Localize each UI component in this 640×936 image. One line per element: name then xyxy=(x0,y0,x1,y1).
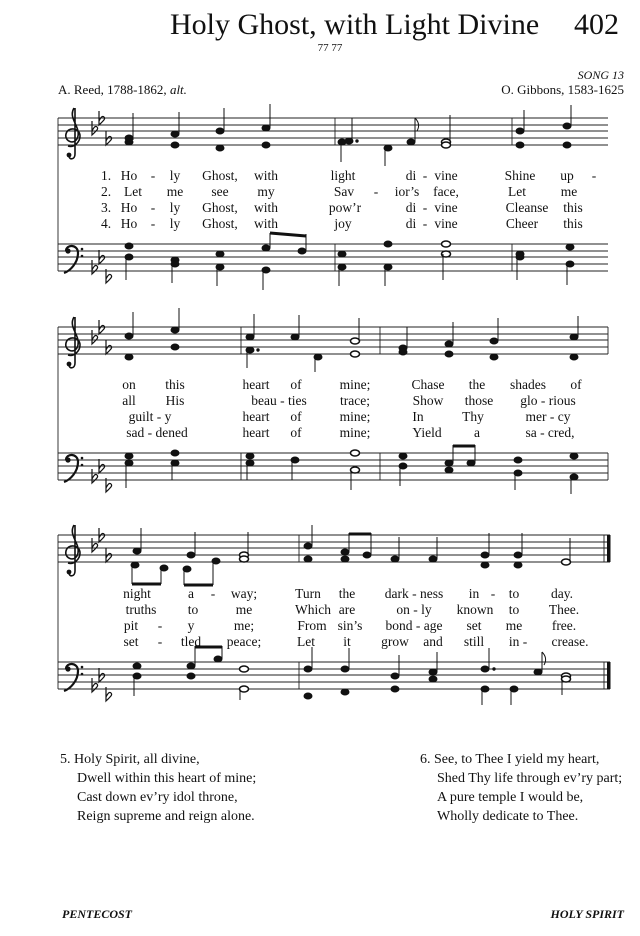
meter: 77 77 xyxy=(317,42,343,54)
syllable: pow’r xyxy=(328,200,362,215)
hyphen: - xyxy=(150,216,156,231)
syllable: peace; xyxy=(226,634,262,649)
syllable: Ghost, xyxy=(202,216,238,231)
hyphen: - xyxy=(422,216,428,231)
syllable: it xyxy=(343,634,351,649)
syllable: In xyxy=(412,409,424,424)
syllable: set xyxy=(466,618,482,633)
syllable: to xyxy=(187,602,199,617)
author-name: A. Reed, 1788-1862, xyxy=(58,82,167,97)
syllable: shades xyxy=(510,377,546,392)
hyphen: - xyxy=(210,586,216,601)
stanza-5 xyxy=(60,750,256,826)
syllable: of xyxy=(290,377,302,392)
syllable: night xyxy=(123,586,151,601)
syllable: sad - dened xyxy=(126,425,188,440)
author-note: alt. xyxy=(169,82,187,97)
syllable: on - ly xyxy=(396,602,432,617)
syllable: glo - rious xyxy=(520,393,576,408)
syllable: From xyxy=(297,618,327,633)
syllable: the xyxy=(338,586,356,601)
syllable: crease. xyxy=(551,634,589,649)
syllable: Shine xyxy=(504,168,536,183)
syllable: His xyxy=(165,393,185,408)
stanza-6 xyxy=(420,750,622,826)
syllable: heart xyxy=(242,409,270,424)
syllable: dark - ness xyxy=(384,586,444,601)
syllable: way; xyxy=(230,586,258,601)
syllable: heart xyxy=(242,425,270,440)
syllable: still xyxy=(463,634,485,649)
syllable: me xyxy=(505,618,523,633)
syllable: mer - cy xyxy=(525,409,571,424)
verse-number: 1. xyxy=(100,168,112,183)
stanza-number: 5. xyxy=(60,752,71,767)
composer-credit: O. Gibbons, 1583-1625 xyxy=(501,82,624,97)
syllable: y xyxy=(187,618,195,633)
syllable: beau - ties xyxy=(251,393,307,408)
syllable: pit xyxy=(123,618,139,633)
lyrics-system-3 xyxy=(0,586,640,666)
stanza-line: Reign supreme and reign alone. xyxy=(77,809,255,824)
syllable: this xyxy=(563,200,583,215)
syllable: to xyxy=(508,586,520,601)
syllable: me xyxy=(560,184,578,199)
syllable: with xyxy=(253,200,279,215)
stanza-line: Dwell within this heart of mine; xyxy=(77,771,257,786)
stanza-line: Cast down ev’ry idol throne, xyxy=(77,790,238,805)
syllable: ior’s xyxy=(394,184,420,199)
syllable: heart xyxy=(242,377,270,392)
syllable: in - xyxy=(508,634,528,649)
syllable: mine; xyxy=(339,409,371,424)
syllable: the xyxy=(468,377,486,392)
syllable: all xyxy=(122,393,136,408)
stanza-line: Wholly dedicate to Thee. xyxy=(437,809,579,824)
syllable: those xyxy=(464,393,494,408)
syllable: and xyxy=(423,634,443,649)
syllable: mine; xyxy=(339,425,371,440)
syllable: see xyxy=(211,184,229,199)
syllable: Ghost, xyxy=(202,168,238,183)
syllable: Yield xyxy=(412,425,442,440)
syllable: sin’s xyxy=(337,618,363,633)
hyphen: - xyxy=(373,184,379,199)
hyphen: - xyxy=(422,168,428,183)
stanza-line: See, to Thee I yield my heart, xyxy=(434,752,600,767)
syllable: vine xyxy=(434,216,458,231)
lyrics-system-1 xyxy=(0,168,640,248)
syllable: Let xyxy=(297,634,315,649)
footer-topic: HOLY SPIRIT xyxy=(550,907,624,921)
hyphen: - xyxy=(490,586,496,601)
syllable: light xyxy=(330,168,356,183)
syllable: a xyxy=(474,425,480,440)
syllable: Ho xyxy=(120,216,138,231)
syllable: grow xyxy=(381,634,409,649)
syllable: vine xyxy=(434,200,458,215)
syllable: day. xyxy=(551,586,573,601)
syllable: Which xyxy=(295,602,331,617)
stanza-line: A pure temple I would be, xyxy=(437,790,584,805)
syllable: Let xyxy=(508,184,526,199)
syllable: Let xyxy=(124,184,142,199)
syllable: guilt - y xyxy=(128,409,172,424)
syllable: di xyxy=(405,200,417,215)
footer-season: PENTECOST xyxy=(62,907,133,921)
hyphen: - xyxy=(422,200,428,215)
syllable: to xyxy=(508,602,520,617)
syllable: ly xyxy=(169,168,181,183)
syllable: Turn xyxy=(295,586,321,601)
syllable: tled xyxy=(180,634,202,649)
syllable: mine; xyxy=(339,377,371,392)
syllable: bond - age xyxy=(385,618,443,633)
syllable: Show xyxy=(412,393,444,408)
lyrics-system-2 xyxy=(0,377,640,457)
syllable: a xyxy=(188,586,194,601)
syllable: known xyxy=(456,602,494,617)
verse-number: 3. xyxy=(100,200,112,215)
syllable: Cleanse xyxy=(505,200,549,215)
syllable: sa - cred, xyxy=(525,425,575,440)
syllable: Ho xyxy=(120,200,138,215)
hymn-number: 402 xyxy=(574,8,619,41)
syllable: joy xyxy=(334,216,352,231)
syllable: Sav xyxy=(333,184,355,199)
syllable: me xyxy=(235,602,253,617)
syllable: Chase xyxy=(411,377,445,392)
syllable: on xyxy=(122,377,136,392)
hymn-title: Holy Ghost, with Light Divine xyxy=(170,8,540,41)
syllable: truths xyxy=(125,602,157,617)
syllable: Ho xyxy=(120,168,138,183)
syllable: di xyxy=(405,216,417,231)
syllable: trace; xyxy=(340,393,370,408)
syllable: me; xyxy=(233,618,255,633)
hyphen: - xyxy=(150,168,156,183)
syllable: Thy xyxy=(462,409,484,424)
hyphen: - xyxy=(591,168,597,183)
syllable: ly xyxy=(169,216,181,231)
syllable: ly xyxy=(169,200,181,215)
syllable: of xyxy=(290,425,302,440)
tune-name: SONG 13 xyxy=(577,68,624,82)
stanza-line: Shed Thy life through ev’ry part; xyxy=(437,771,623,786)
verse-number: 2. xyxy=(100,184,112,199)
syllable: di xyxy=(405,168,417,183)
syllable: this xyxy=(563,216,583,231)
syllable: up xyxy=(560,168,574,183)
stanza-number: 6. xyxy=(420,752,431,767)
syllable: Thee. xyxy=(548,602,580,617)
syllable: with xyxy=(253,168,279,183)
hyphen: - xyxy=(157,618,163,633)
syllable: free. xyxy=(551,618,577,633)
hyphen: - xyxy=(150,200,156,215)
syllable: this xyxy=(165,377,185,392)
syllable: of xyxy=(290,409,302,424)
stanza-line: Holy Spirit, all divine, xyxy=(74,752,200,767)
syllable: are xyxy=(338,602,356,617)
syllable: face, xyxy=(433,184,459,199)
syllable: vine xyxy=(434,168,458,183)
syllable: me xyxy=(166,184,184,199)
hyphen: - xyxy=(157,634,163,649)
verse-number: 4. xyxy=(100,216,112,231)
syllable: Cheer xyxy=(505,216,539,231)
syllable: with xyxy=(253,216,279,231)
syllable: set xyxy=(123,634,139,649)
syllable: of xyxy=(570,377,582,392)
syllable: Ghost, xyxy=(202,200,238,215)
syllable: my xyxy=(257,184,275,199)
syllable: in xyxy=(468,586,480,601)
